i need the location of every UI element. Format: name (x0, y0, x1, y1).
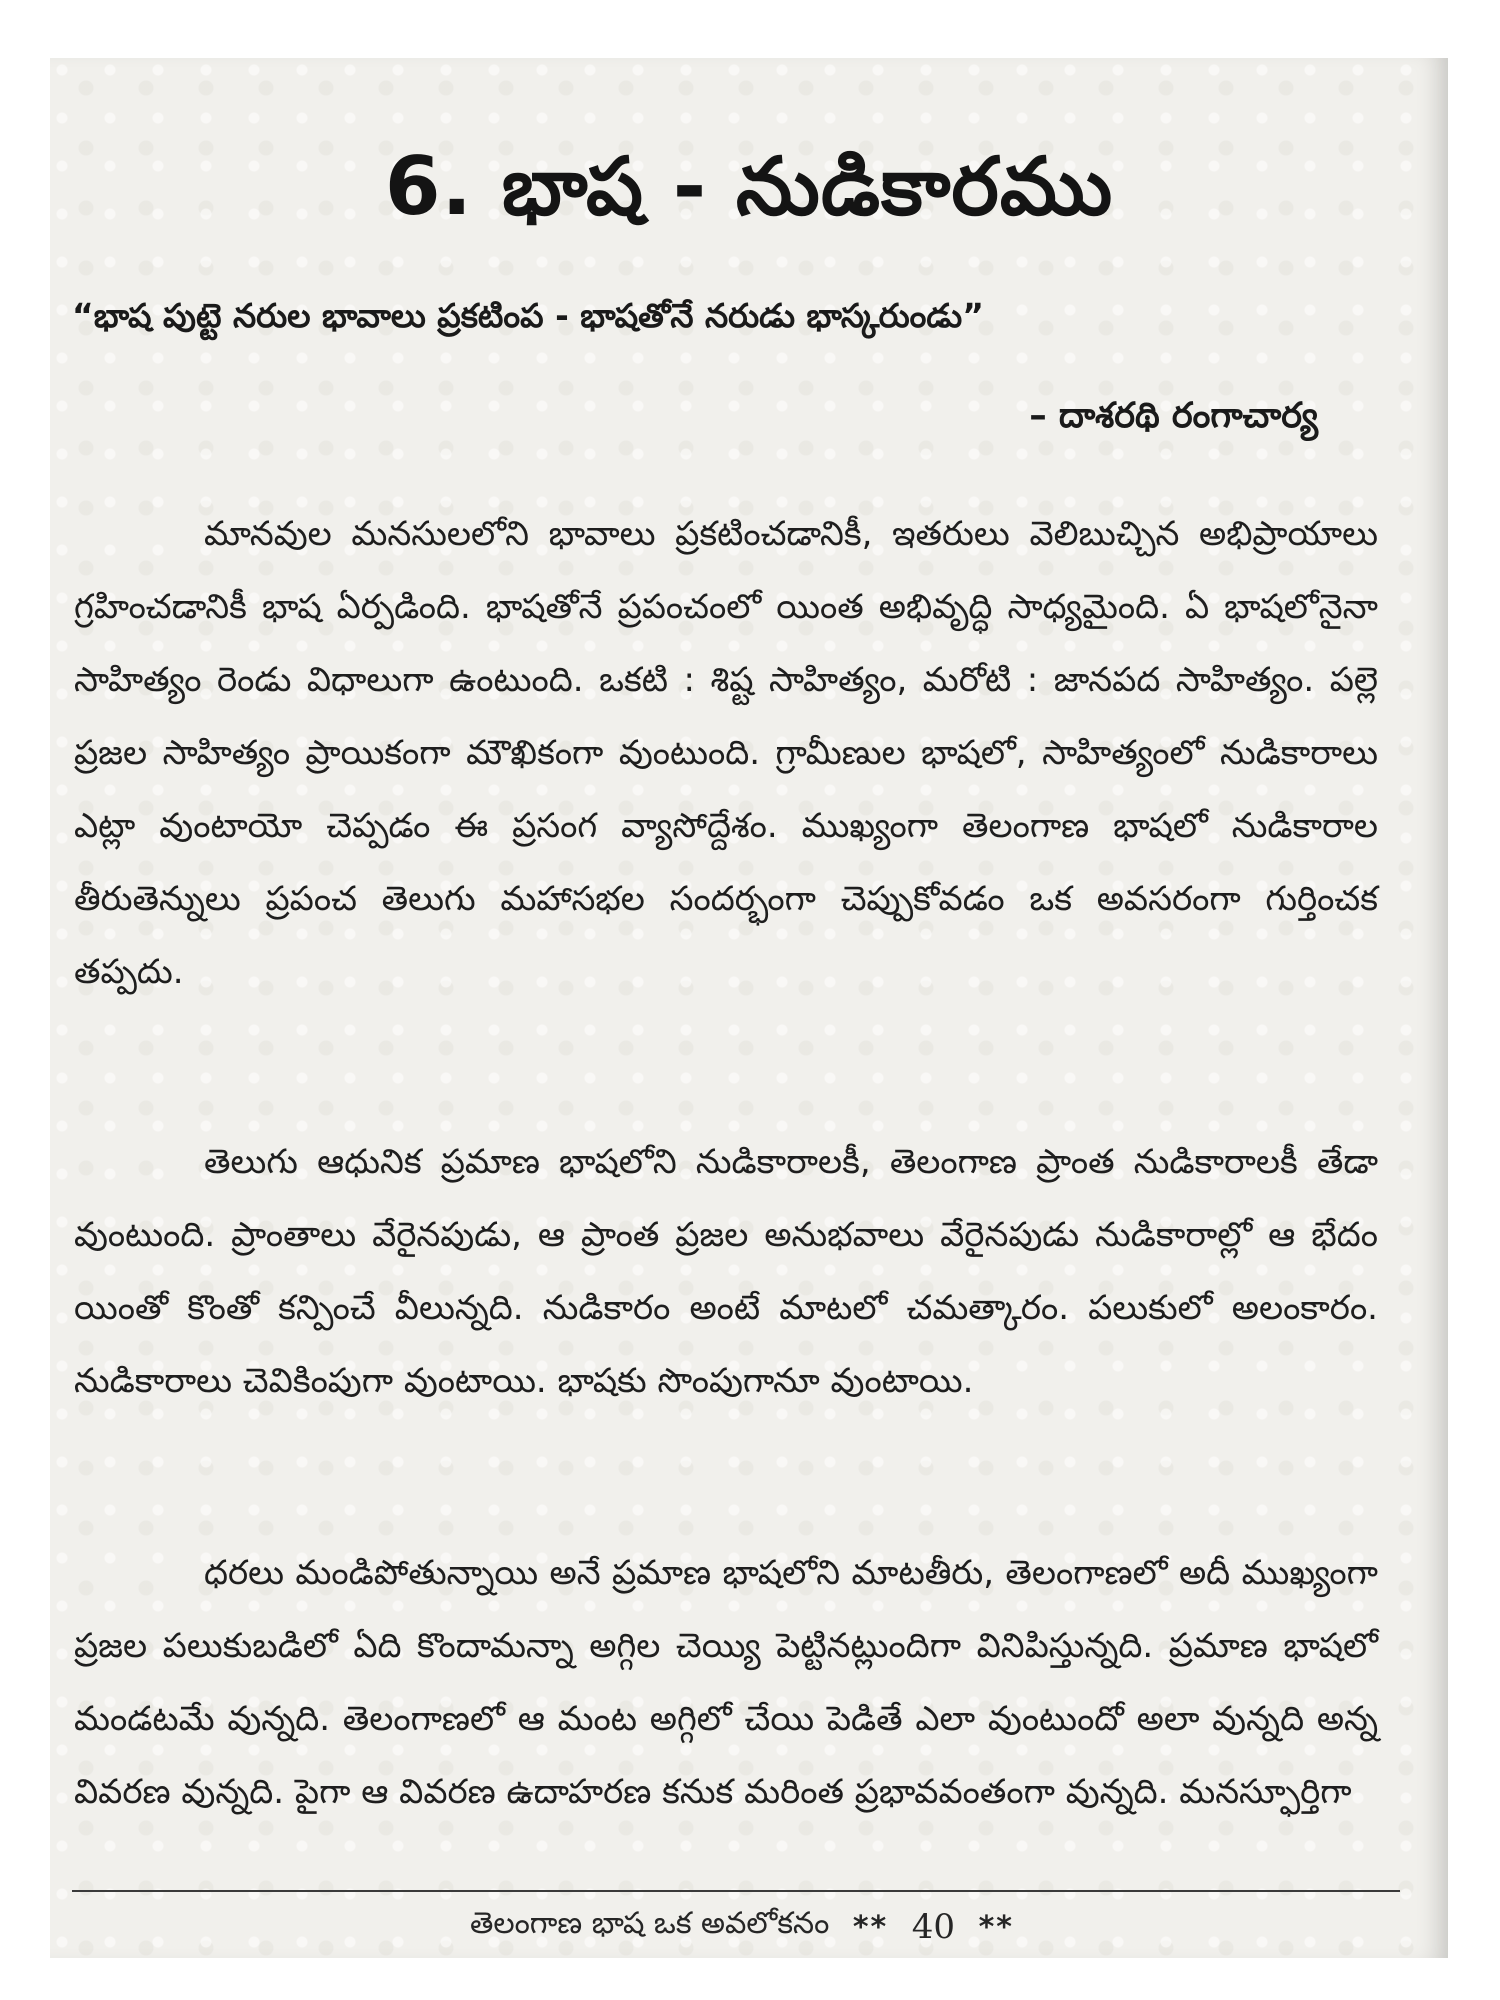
body-paragraph-3: ధరలు మండిపోతున్నాయి అనే ప్రమాణ భాషలోని మాటతీరు, తెలంగాణలో అదీ ముఖ్యంగా ప్రజల పలుకుబడిలో ఏది కొందామన్నా అగ్గిల చెయ్యి పెట్టినట్లుందిగా వినిపిస్తున్నది. ప్రమాణ భాషలో మండటమే వున్నది. తెలంగాణలో ఆ మంట అగ్గిలో చేయి పెడితే ఎలా వుంటుందో అలా వున్నది అన్న వివరణ వున్నది. పైగా ఆ వివరణ ఉదాహరణ కనుక మరింత ప్రభావవంతంగా వున్నది. మనస్ఫూర్తిగా (74, 1553, 1378, 1812)
body-paragraph-2: తెలుగు ఆధునిక ప్రమాణ భాషలోని నుడికారాలకీ, తెలంగాణ ప్రాంత నుడికారాలకీ తేడా వుంటుంది. ప్రాంతాలు వేరైనపుడు, ఆ ప్రాంత ప్రజల అనుభవాలు వేరైనపుడు నుడికారాల్లో ఆ భేదం యింతో కొంతో కన్పించే వీలున్నది. నుడికారం అంటే మాటలో చమత్కారం. పలుకులో అలంకారం. నుడికారాలు చెవికింపుగా వుంటాయి. భాషకు సొంపుగానూ వుంటాయి. (74, 1142, 1378, 1401)
footer-divider (72, 1890, 1400, 1892)
footer-stars-left: ** (852, 1909, 889, 1945)
footer-stars-right: ** (978, 1909, 1014, 1945)
page-number: 40 (911, 1907, 956, 1947)
page-footer (50, 1906, 1448, 1948)
footer-book-title: తెలంగాణ భాష ఒక అవలోకనం (469, 1906, 830, 1941)
epigraph-quote: “భాష పుట్టె నరుల భావాలు ప్రకటింప - భాషతోనే నరుడు భాస్కరుండు” (72, 296, 984, 335)
epigraph-attribution: – దాశరథి రంగాచార్య (1029, 396, 1318, 436)
chapter-title: 6. భాష - నుడికారము (384, 140, 1114, 233)
body-paragraph-1: మానవుల మనసులలోని భావాలు ప్రకటించడానికీ, ఇతరులు వెలిబుచ్చిన అభిప్రాయాలు గ్రహించడానికీ భాష ఏర్పడింది. భాషతోనే ప్రపంచంలో యింత అభివృద్ధి సాధ్యమైంది. ఏ భాషలోనైనా సాహిత్యం రెండు విధాలుగా ఉంటుంది. ఒకటి : శిష్ట సాహిత్యం, మరోటి : జానపద సాహిత్యం. పల్లె ప్రజల సాహిత్యం ప్రాయికంగా మౌఖికంగా వుంటుంది. గ్రామీణుల భాషలో, సాహిత్యంలో నుడికారాలు ఎట్లా వుంటాయో చెప్పడం ఈ ప్రసంగ వ్యాసోద్దేశం. ముఖ్యంగా తెలంగాణ భాషలో నుడికారాల తీరుతెన్నులు ప్రపంచ తెలుగు మహాసభల సందర్భంగా చెప్పుకోవడం ఒక అవసరంగా గుర్తించక తప్పదు. (74, 514, 1378, 992)
book-page (50, 58, 1448, 1958)
